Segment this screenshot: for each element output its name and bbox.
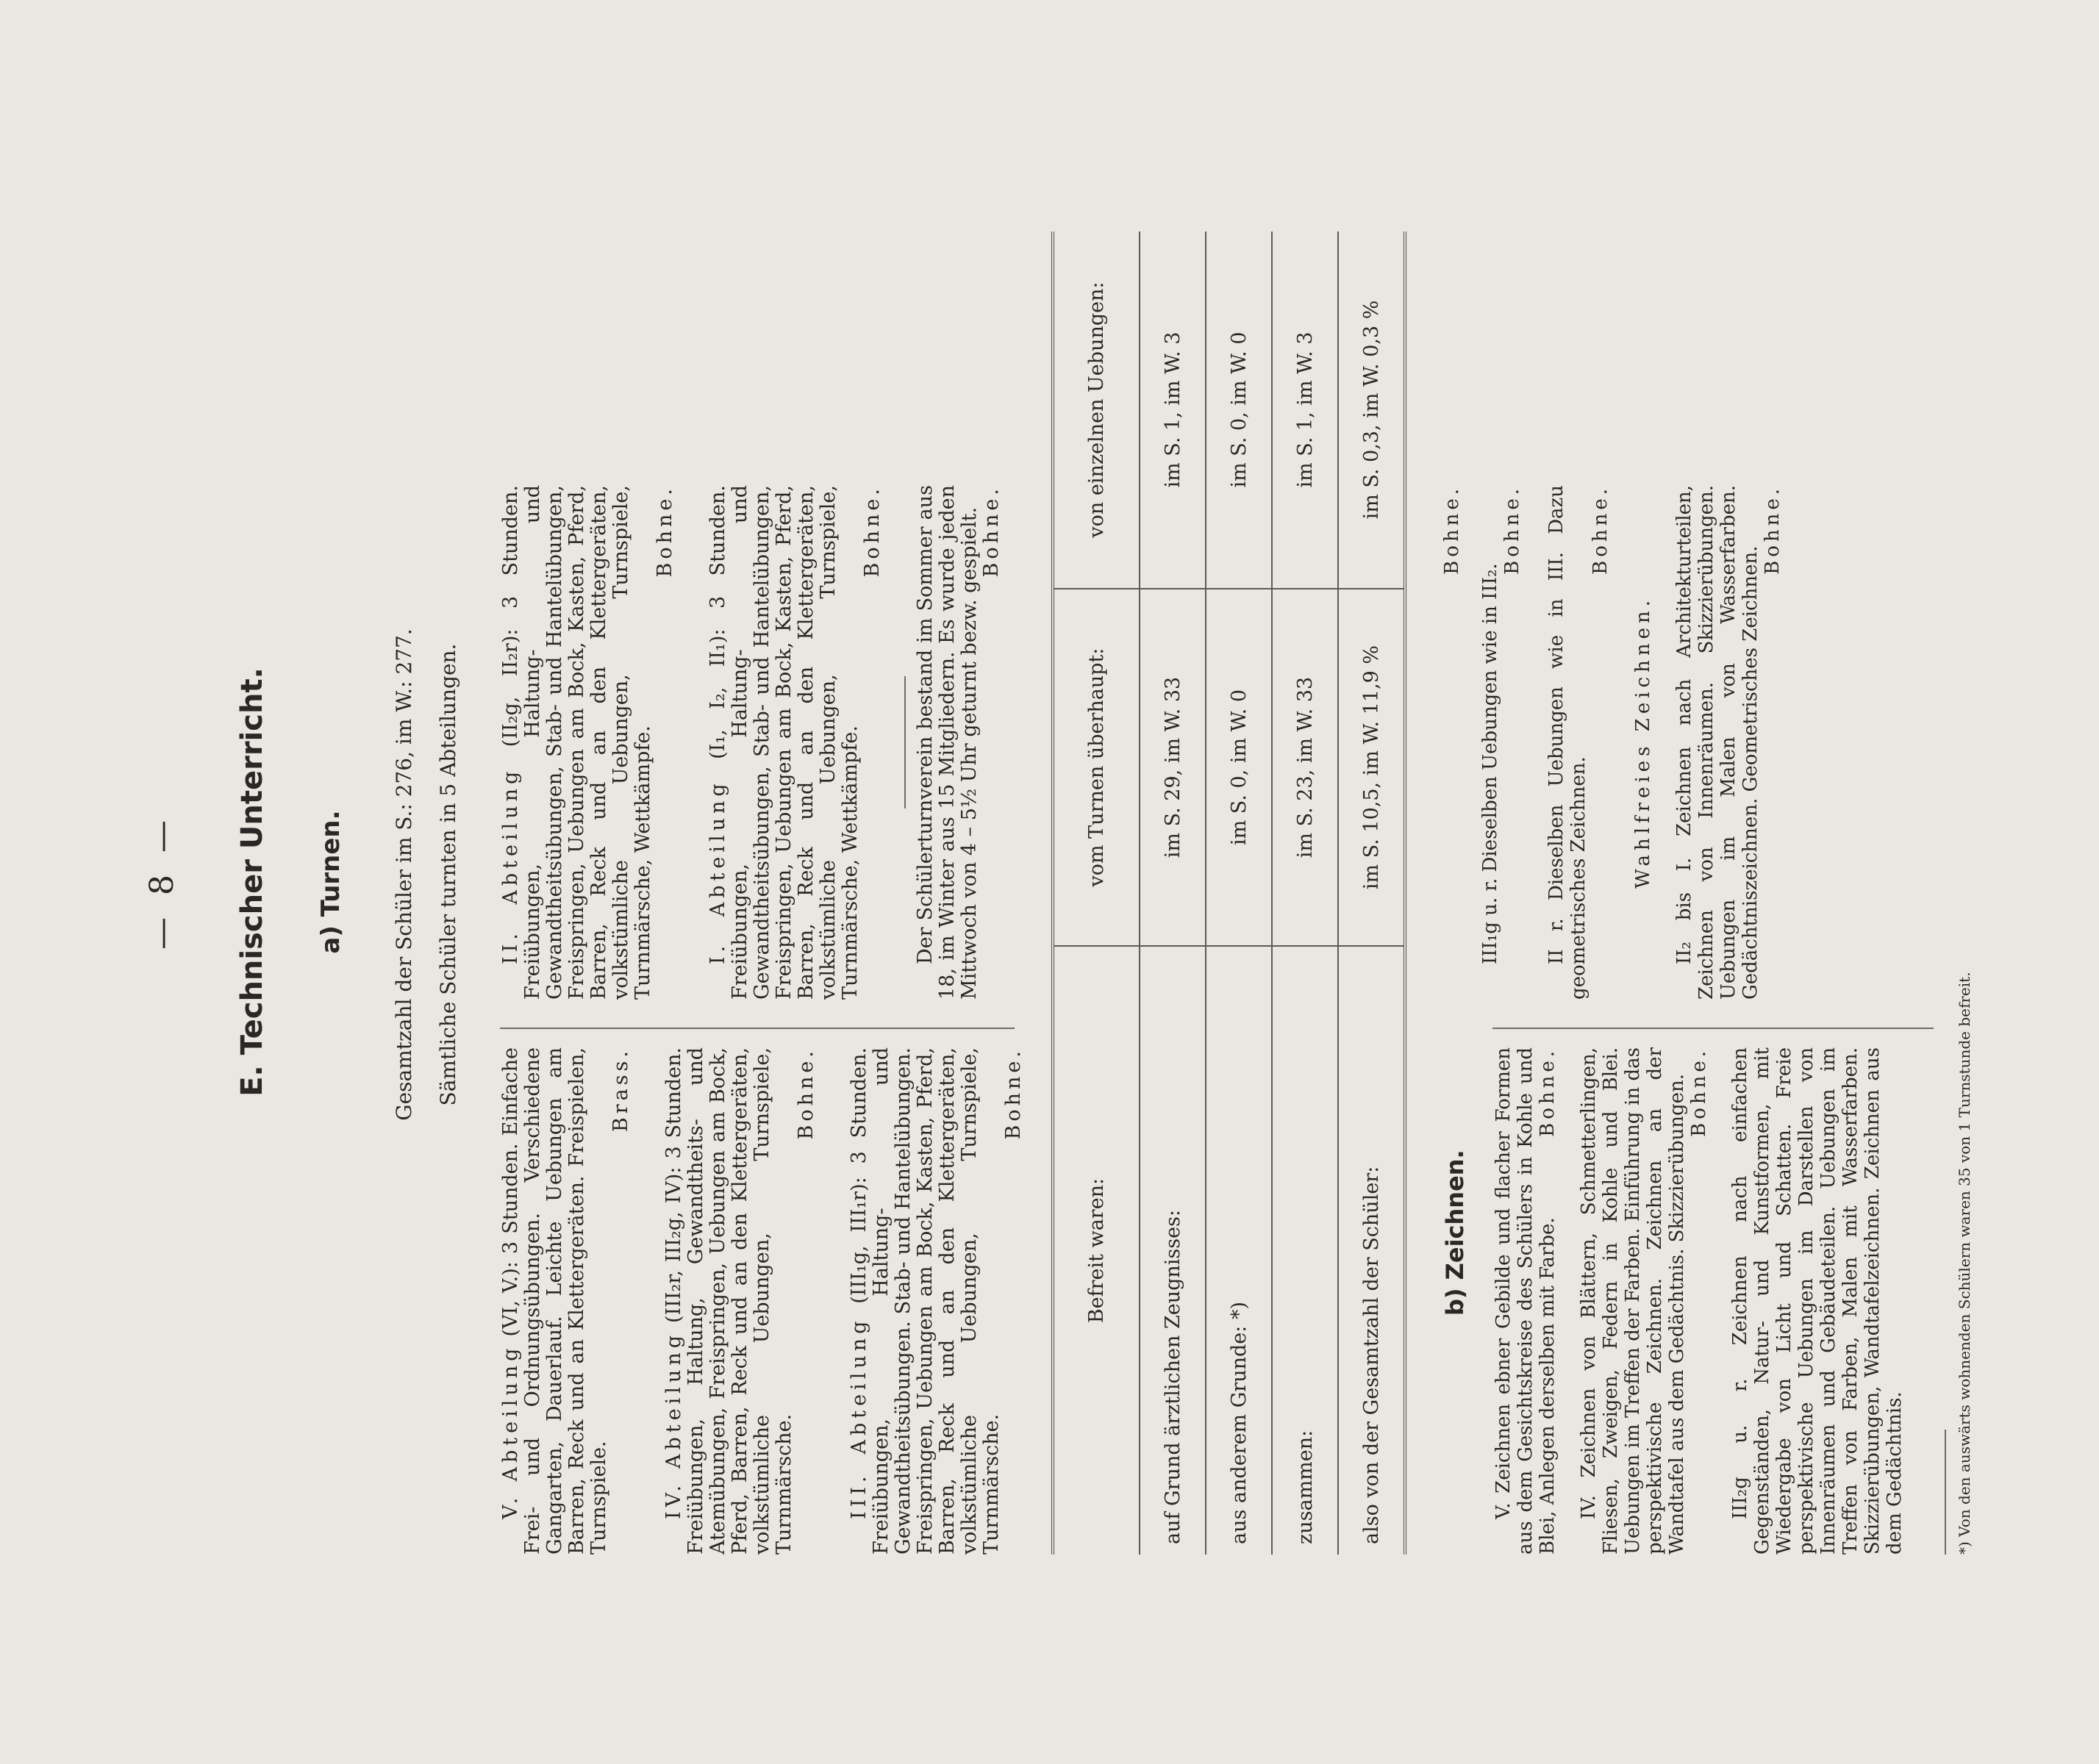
cell-value: im S. 0, im W. 0 xyxy=(1206,589,1272,946)
abteilung-i-text: (I₁, I₂, II₁): 3 Stunden. Freiübungen, Haltung- und Gewandtheitsübungen, Stab- und Hantelübungen, Freispringen, Uebungen am Bock, Kasten, Pferd, Barren, Reck und an den Klettergeräten, volkstümliche Uebungen, Turnspiele, Turnmärsche, Wettkämpfe. xyxy=(707,485,862,1000)
abteilung-iii-teacher: Bohne. xyxy=(1002,1047,1025,1140)
abteilung-iv-text: (III₂r, III₂g, IV): 3 Stunden. Freiübungen, Haltung, Gewandtheits- und Atemübungen, Freispringen, Uebungen am Bock, Pferd, Barren, Reck und an den Klettergeräten, volkstümliche Uebungen, Turnspiele, Turnmärsche. xyxy=(662,1047,795,1555)
cell-value: im S. 0, im W. 0 xyxy=(1206,232,1272,589)
table-row xyxy=(1140,232,1206,1555)
column-divider-turnen xyxy=(500,1028,1015,1029)
cell-value: im S. 10,5, im W. 11,9 % xyxy=(1338,589,1405,946)
zeichnen-iii1-teacher: Bohne. xyxy=(1501,485,1523,575)
abteilung-v-text: (VI, V.): 3 Stunden. Einfache Frei- und Ordnungsübungen. Verschiedene Gangarten, Dauerlauf. Leichte Uebungen am Barren, Reck und an Klettergeräten. Freispielen, Turnspiele. xyxy=(499,1047,610,1555)
abteilung-iii-text: (III₁g, III₁r): 3 Stunden. Freiübungen, Haltung- und Gewandtheitsübungen. Stab- und Hantelübungen. Freispringen, Uebungen am Bock, Kasten, Pferd, Barren, Reck und an den Klettergeräten, volkstümliche Uebungen, Turnspiele, Turnmärsche. xyxy=(848,1047,1003,1555)
wahlfrei-title: Wahlfreies Zeichnen. xyxy=(1632,596,1654,889)
turnen-left-column xyxy=(500,1047,1056,1555)
page-number: — 8 — xyxy=(143,814,181,950)
cell-value: im S. 1, im W. 3 xyxy=(1140,232,1206,589)
abteilung-ii-teacher: Bohne. xyxy=(654,485,676,578)
cell-value: im S. 1, im W. 3 xyxy=(1272,232,1338,589)
turnen-right-column xyxy=(500,485,1034,1000)
zeichnen-iir-teacher: Bohne. xyxy=(1590,485,1612,575)
row-label: aus anderem Grunde: *) xyxy=(1206,946,1272,1555)
schuelerturnverein xyxy=(915,485,1003,1000)
abteilung-iii-heading: III. Abteilung xyxy=(848,1316,870,1519)
abteilung-v-teacher: Brass. xyxy=(609,1047,632,1133)
column-divider-zeichnen xyxy=(1492,1028,1934,1029)
abteilung-iv-heading: IV. Abteilung xyxy=(662,1331,685,1519)
cell-value: im S. 0,3, im W. 0,3 % xyxy=(1338,232,1405,589)
zeichnen-right-column xyxy=(1441,485,1814,1000)
abteilung-iv-teacher: Bohne. xyxy=(795,1047,818,1140)
cell-value: im S. 29, im W. 33 xyxy=(1140,589,1206,946)
zeichnen-iv-text: IV. Zeichnen von Blättern, Schmetterlingen, Fliesen, Zweigen, Federn in Kohle und Blei. Uebungen im Treffen der Farben. Einführung in das perspektivische Zeichnen. Zeichnen an der Wandtafel aus dem Gedächtnis. Skizzierübungen. xyxy=(1578,1047,1688,1555)
befreit-header-row xyxy=(1053,232,1140,1555)
row-label: zusammen: xyxy=(1272,946,1338,1555)
intro-groups: Sämtliche Schüler turnten in 5 Abteilungen. xyxy=(436,643,460,1106)
zeichnen-left-column xyxy=(1492,1047,1906,1555)
section-title: E. Technischer Unterricht. xyxy=(235,667,269,1097)
turnen-title: a) Turnen. xyxy=(316,810,346,954)
header-befreit: Befreit waren: xyxy=(1053,946,1140,1555)
zeichnen-iv xyxy=(1578,1047,1710,1555)
zeichnen-wahlfrei xyxy=(1673,485,1784,1000)
abteilung-ii xyxy=(500,485,676,1000)
verein-teacher: Bohne. xyxy=(980,485,1003,578)
zeichnen-iv-teacher: Bohne. xyxy=(1688,1047,1710,1137)
footnote-rule xyxy=(1945,1430,1946,1555)
row-label: auf Grund ärztlichen Zeugnisses: xyxy=(1140,946,1206,1555)
cell-value: im S. 23, im W. 33 xyxy=(1272,589,1338,946)
zeichnen-v xyxy=(1492,1047,1559,1555)
table-row xyxy=(1272,232,1338,1555)
zeichnen-iii xyxy=(1729,1047,1906,1555)
header-vom-turnen: vom Turnen überhaupt: xyxy=(1053,589,1140,946)
abteilung-v-heading: V. Abteilung xyxy=(499,1344,522,1519)
verein-separator xyxy=(904,676,906,808)
abteilung-i xyxy=(707,485,884,1000)
abteilung-i-heading: I. Abteilung xyxy=(707,779,729,964)
zeichnen-iii1 xyxy=(1479,485,1523,1000)
wahlfrei-text: II₂ bis I. Zeichnen nach Architekturteilen, Zeichnen von Innenräumen. Skizzierübungen. Uebungen im Malen von Wasserfarben. Gedächtniszeichnen. Geometrisches Zeichnen. xyxy=(1673,485,1762,1000)
zeichnen-iir-text: II r. Dieselben Uebungen wie in III. Dazu geometrisches Zeichnen. xyxy=(1545,485,1590,1000)
abteilung-i-teacher: Bohne. xyxy=(861,485,884,578)
zeichnen-iir xyxy=(1545,485,1612,1000)
wahlfrei-teacher: Bohne. xyxy=(1762,485,1784,575)
abteilung-iv xyxy=(663,1047,818,1555)
abteilung-ii-text: (II₂g, II₂r): 3 Stunden. Freiübungen, Haltung- und Gewandtheitsübungen, Stab- und Hantelübungen, Freispringen, Uebungen am Bock, Kasten, Pferd, Barren, Reck und an den Klettergeräten, volkstümliche Uebungen, Turnspiele, Turnmärsche, Wettkämpfe. xyxy=(499,485,654,1000)
zeichnen-v-teacher: Bohne. xyxy=(1537,1047,1559,1137)
footnote: *) Von den auswärts wohnenden Schülern waren 35 von 1 Turnstunde befreit. xyxy=(1956,972,1973,1555)
intro-total: Gesamtzahl der Schüler im S.: 276, im W.: 277. xyxy=(392,628,416,1121)
befreit-table xyxy=(1051,232,1406,1555)
table-row xyxy=(1206,232,1272,1555)
abteilung-iii xyxy=(848,1047,1025,1555)
row-label: also von der Gesamtzahl der Schüler: xyxy=(1338,946,1405,1555)
zeichnen-title: b) Zeichnen. xyxy=(1441,1150,1469,1316)
turnen-intro xyxy=(382,397,471,1352)
zeichnen-iii1-text: III₁g u. r. Dieselben Uebungen wie in III₂. xyxy=(1479,563,1501,964)
zeichnen-iii-teacher: Bohne. xyxy=(1441,485,1463,575)
header-einzelne-uebungen: von einzelnen Uebungen: xyxy=(1053,232,1140,589)
verein-text: Der Schülerturnverein bestand im Sommer aus 18, im Winter aus 15 Mitgliedern. Es wurde jeden Mittwoch von 4 – 5½ Uhr geturnt bezw. gespielt. xyxy=(914,485,981,1000)
abteilung-ii-heading: II. Abteilung xyxy=(499,767,522,964)
abteilung-v xyxy=(500,1047,632,1555)
zeichnen-iii-teacher-line xyxy=(1441,485,1463,1000)
zeichnen-iii-text: III₂g u. r. Zeichnen nach einfachen Gegenständen, Natur- und Kunstformen, mit Wiedergabe von Licht und Schatten. Freie perspektivische Uebungen im Darstellen von Innenräumen und Gebäudeteilen. Uebungen im Treffen von Farben, Malen mit Wasserfarben. Skizzierübungen, Wandtafelzeichnen. Zeichnen aus dem Gedächtnis. xyxy=(1729,1047,1906,1555)
table-row xyxy=(1338,232,1405,1555)
zeichnen-v-text: V. Zeichnen ebner Gebilde und flacher Formen aus dem Gesichtskreise des Schülers in Kohle und Blei, Anlegen derselben mit Farbe. xyxy=(1492,1047,1559,1555)
